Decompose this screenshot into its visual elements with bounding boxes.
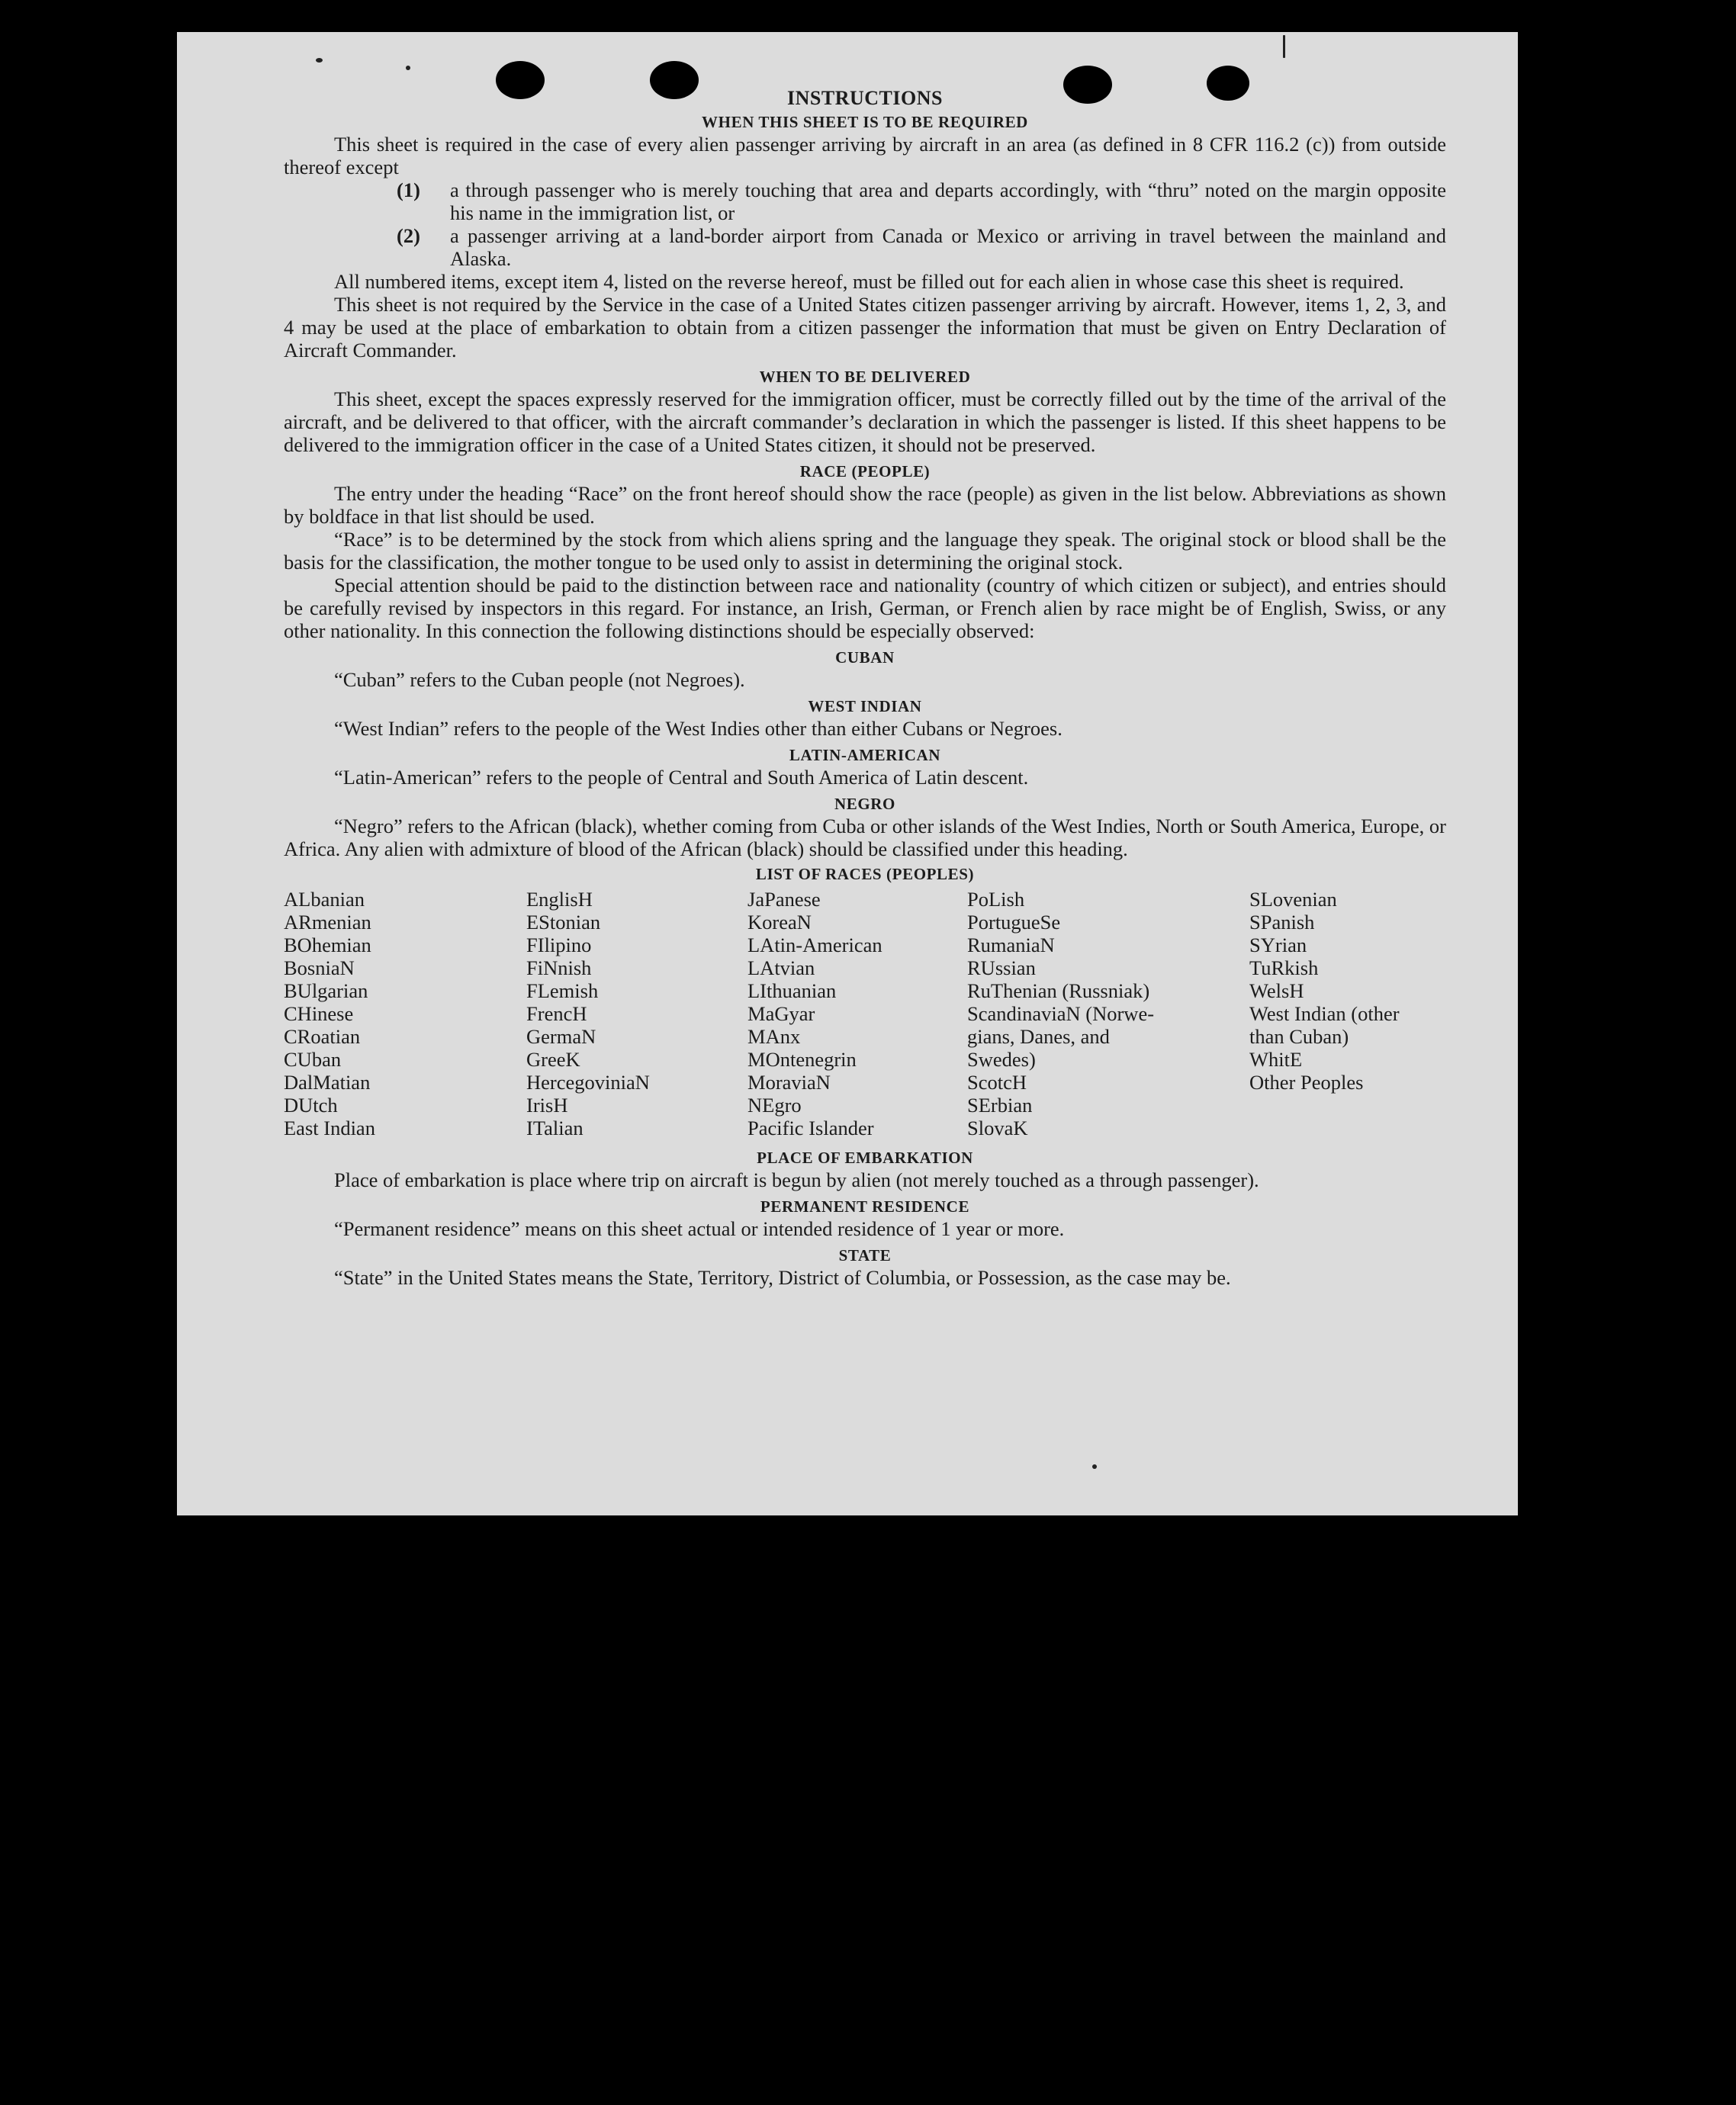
race-item: CRoatian [284, 1025, 361, 1048]
race-para-2: “Race” is to be determined by the stock from which aliens spring and the language they speak. The original stock or blood shall be the basis for the classification, the mother tongue to be used only to assist in determining the original stock. [284, 528, 1446, 574]
race-item: SLovenian [1249, 888, 1337, 911]
heading-cuban: CUBAN [835, 648, 895, 667]
race-item: JaPanese [747, 888, 821, 911]
ink-speck [316, 58, 323, 63]
race-item: West Indian (other than Cuban) [1249, 1002, 1400, 1048]
race-column [526, 888, 747, 1139]
race-item: HercegoviniaN [526, 1071, 650, 1094]
race-item: FiNnish [526, 956, 592, 979]
heading-when-delivered: WHEN TO BE DELIVERED [759, 368, 971, 386]
embarkation-text: Place of embarkation is place where trip on aircraft is begun by alien (not merely touched as a through passenger). [334, 1168, 1259, 1191]
race-item: IrisH [526, 1094, 568, 1117]
race-item: East Indian [284, 1117, 375, 1139]
race-item: SYrian [1249, 934, 1307, 956]
race-item: BosniaN [284, 956, 355, 979]
race-item: MaGyar [747, 1002, 815, 1025]
definition-cuban: “Cuban” refers to the Cuban people (not Negroes). [334, 668, 745, 691]
definition-latin-american: “Latin-American” refers to the people of Central and South America of Latin descent. [334, 766, 1029, 789]
residence-text: “Permanent residence” means on this sheet actual or intended residence of 1 year or more. [334, 1217, 1065, 1240]
ink-speck [1283, 35, 1285, 58]
race-item: RuThenian (Russniak) [967, 979, 1150, 1002]
race-item: MoraviaN [747, 1071, 831, 1094]
race-item: PoLish [967, 888, 1025, 911]
race-item: ScandinaviaN (Norwe- gians, Danes, and Swedes) [967, 1002, 1155, 1071]
exception-number: (2) [397, 224, 420, 247]
instructions-content [284, 87, 1446, 1289]
heading-west-indian: WEST INDIAN [808, 697, 922, 715]
race-item: FLemish [526, 979, 599, 1002]
race-item: LAtvian [747, 956, 815, 979]
definition-west-indian: “West Indian” refers to the people of the West Indies other than either Cubans or Negroes. [334, 717, 1062, 740]
race-item: MAnx [747, 1025, 801, 1048]
race-item: SPanish [1249, 911, 1315, 934]
ink-speck [1092, 1464, 1097, 1469]
heading-state: STATE [838, 1246, 892, 1265]
race-item: LIthuanian [747, 979, 837, 1002]
heading-list-of-races: LIST OF RACES (PEOPLES) [755, 865, 975, 883]
race-column [284, 888, 526, 1139]
race-column [747, 888, 967, 1139]
race-item: RumaniaN [967, 934, 1055, 956]
state-text: “State” in the United States means the State, Territory, District of Columbia, or Possession, as the case may be. [334, 1266, 1231, 1289]
race-item: RUssian [967, 956, 1036, 979]
heading-race: RACE (PEOPLE) [799, 462, 931, 480]
race-item: ITalian [526, 1117, 583, 1139]
race-item: CUban [284, 1048, 342, 1071]
race-item: MOntenegrin [747, 1048, 857, 1071]
race-item: BOhemian [284, 934, 371, 956]
race-column [967, 888, 1249, 1139]
race-para-3: Special attention should be paid to the distinction between race and nationality (country of which citizen or subject), and entries should be carefully revised by inspectors in this regard. For instance, an Irish, German, or French alien by race might be of English, Swiss, or any other nationality. In this connection the following distinctions should be especially observed: [284, 574, 1446, 642]
heading-latin-american: LATIN-AMERICAN [789, 746, 941, 764]
race-item: GreeK [526, 1048, 580, 1071]
race-item: TuRkish [1249, 956, 1319, 979]
race-item: ScotcH [967, 1071, 1027, 1094]
race-item: SErbian [967, 1094, 1033, 1117]
race-item: ARmenian [284, 911, 371, 934]
race-item: DUtch [284, 1094, 338, 1117]
race-item: EnglisH [526, 888, 593, 911]
race-item: CHinese [284, 1002, 354, 1025]
race-item: NEgro [747, 1094, 802, 1117]
race-item: DalMatian [284, 1071, 371, 1094]
exception-number: (1) [397, 178, 420, 201]
ink-speck [406, 66, 410, 70]
race-para-1: The entry under the heading “Race” on the front hereof should show the race (people) as given in the list below. Abbreviations as shown by boldface in that list should be used. [284, 482, 1446, 528]
page-title: INSTRUCTIONS [787, 87, 943, 109]
race-item: KoreaN [747, 911, 812, 934]
exception-text: a passenger arriving at a land-border airport from Canada or Mexico or arriving in travel between the mainland and Alaska. [450, 224, 1446, 270]
race-item: WelsH [1249, 979, 1304, 1002]
race-item: LAtin-American [747, 934, 882, 956]
heading-permanent-residence: PERMANENT RESIDENCE [760, 1197, 970, 1216]
delivered-para: This sheet, except the spaces expressly reserved for the immigration officer, must be correctly filled out by the time of the arrival of the aircraft, and be delivered to that officer, with the aircraft commander’s declaration in which the passenger is listed. If this sheet happens to be delivered to the immigration officer in the case of a United States citizen, it should not be preserved. [284, 387, 1446, 456]
required-intro: This sheet is required in the case of every alien passenger arriving by aircraft in an area (as defined in 8 CFR 116.2 (c)) from outside thereof except [284, 133, 1446, 178]
race-item: SlovaK [967, 1117, 1028, 1139]
race-item: Pacific Islander [747, 1117, 874, 1139]
definition-negro: “Negro” refers to the African (black), whether coming from Cuba or other islands of the West Indies, North or South America, Europe, or Africa. Any alien with admixture of blood of the African (black) should be classified under this heading. [284, 815, 1446, 860]
required-para-2: All numbered items, except item 4, listed on the reverse hereof, must be filled out for each alien in whose case this sheet is required. [334, 270, 1404, 293]
exception-item [284, 224, 1446, 270]
exception-item [284, 178, 1446, 224]
exception-text: a through passenger who is merely touching that area and departs accordingly, with “thru” noted on the margin opposite his name in the immigration list, or [450, 178, 1446, 224]
race-item: FIlipino [526, 934, 592, 956]
race-item: GermaN [526, 1025, 596, 1048]
heading-when-required: WHEN THIS SHEET IS TO BE REQUIRED [702, 113, 1028, 131]
race-item: Other Peoples [1249, 1071, 1364, 1094]
race-list [284, 888, 1446, 1139]
race-item: PortugueSe [967, 911, 1061, 934]
heading-negro: NEGRO [834, 795, 895, 813]
race-item: WhitE [1249, 1048, 1303, 1071]
race-item: FrencH [526, 1002, 587, 1025]
instruction-sheet [177, 32, 1518, 1515]
heading-embarkation: PLACE OF EMBARKATION [757, 1149, 973, 1167]
race-item: EStonian [526, 911, 601, 934]
race-item: ALbanian [284, 888, 365, 911]
race-item: BUlgarian [284, 979, 368, 1002]
required-para-3: This sheet is not required by the Service in the case of a United States citizen passenger arriving by aircraft. However, items 1, 2, 3, and 4 may be used at the place of embarkation to obtain from a citizen passenger the information that must be given on Entry Declaration of Aircraft Commander. [284, 293, 1446, 362]
race-column [1249, 888, 1446, 1139]
